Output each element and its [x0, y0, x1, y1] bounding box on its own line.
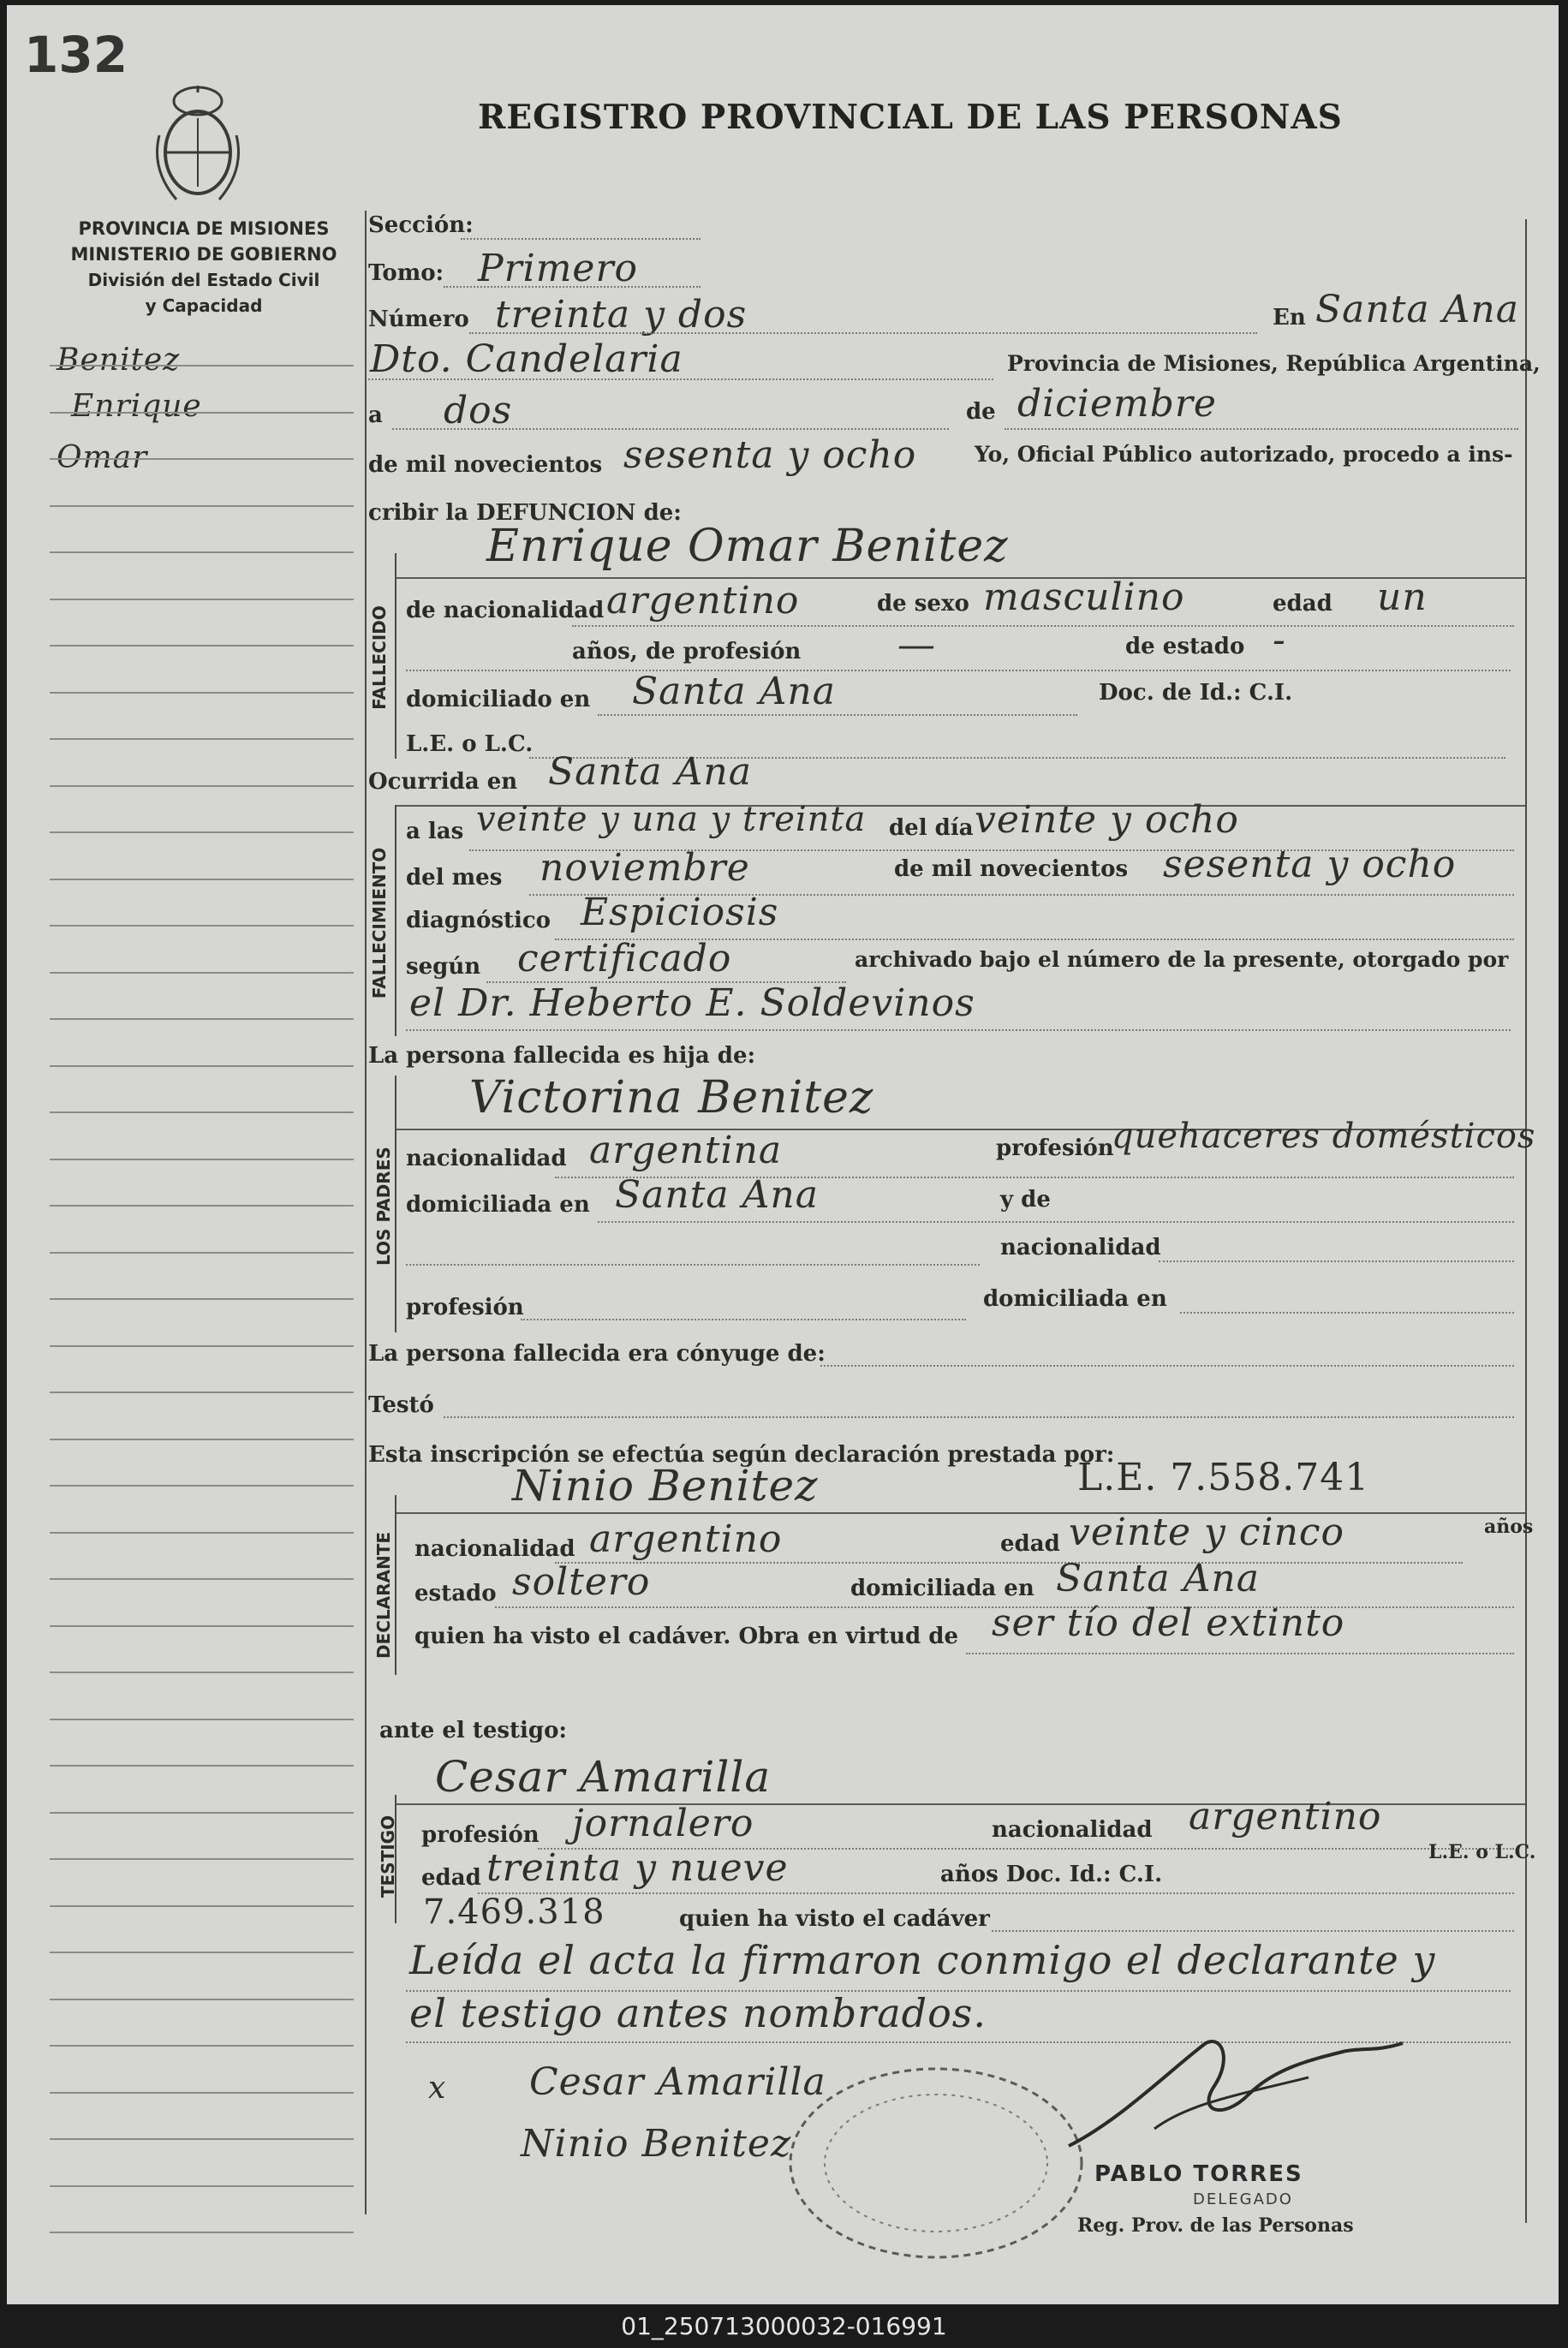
ocurrida-label: Ocurrida en [368, 769, 518, 795]
testigo-nacionalidad-label: nacionalidad [992, 1817, 1153, 1843]
padres-section-label: LOS PADRES [373, 1147, 394, 1266]
fallecimiento-divider [395, 805, 396, 1036]
anio-value: sesenta y ocho [623, 433, 917, 477]
ante-testigo-label: ante el testigo: [379, 1718, 568, 1743]
fallecido-edad-label: edad [1273, 591, 1333, 617]
margin-rule [50, 2185, 354, 2187]
declarante-cadaver-text: quien ha visto el cadáver. Obra en virtud de [414, 1624, 958, 1649]
margin-rule [50, 1719, 354, 1720]
margin-rule [50, 1905, 354, 1907]
numero-line [469, 332, 1257, 334]
margin-rule [50, 1952, 354, 1953]
margin-rule [50, 1298, 354, 1300]
padres-nacionalidad2-label: nacionalidad [1000, 1235, 1161, 1260]
fallecido-nacionalidad-label: de nacionalidad [406, 598, 605, 623]
padres-nacionalidad-value: argentina [589, 1129, 783, 1172]
testigo-edad-label: edad [421, 1865, 481, 1891]
fallecido-doc-label: Doc. de Id.: C.I. [1099, 680, 1293, 706]
closing-line-1: Leída el acta la firmaron conmigo el declarante y [409, 1937, 1436, 1983]
seccion-label: Sección: [368, 212, 474, 238]
tomo-value: Primero [478, 247, 638, 290]
margin-rule [50, 692, 354, 694]
oficial-text: Yo, Oficial Público autorizado, procedo a ins- [975, 442, 1513, 467]
declarante-section-label: DECLARANTE [373, 1531, 394, 1660]
declarante-nacionalidad-label: nacionalidad [414, 1536, 575, 1562]
margin-rule [50, 645, 354, 647]
hija-text: La persona fallecida es hija de: [368, 1043, 756, 1069]
padres-divider [395, 1076, 396, 1332]
declarante-nombre-value: Ninio Benitez [512, 1461, 819, 1511]
fallecido-section-label: FALLECIDO [369, 605, 390, 710]
medico-line [406, 1029, 1511, 1031]
declarante-anios-label: años [1484, 1516, 1534, 1538]
margin-rule [50, 1018, 354, 1020]
fallecido-row3-line [598, 714, 1077, 716]
padres-domiciliada-label: domiciliada en [406, 1192, 590, 1218]
fallecido-sexo-label: de sexo [877, 591, 969, 617]
padres-domicilio-value: Santa Ana [615, 1173, 819, 1217]
testigo-le-lc-label: L.E. o L.C. [1428, 1841, 1536, 1863]
declaracion-text: Esta inscripción se efectúa según declaración prestada por: [368, 1442, 1115, 1468]
mes-line [1005, 428, 1518, 430]
fallecido-divider [395, 553, 396, 759]
testigo-doc-value: 7.469.318 [423, 1892, 605, 1932]
margin-rule [50, 412, 354, 414]
padres-profesion-value: quehaceres domésticos [1112, 1117, 1536, 1156]
en-value: Santa Ana [1315, 288, 1519, 331]
anio-label: de mil novecientos [368, 452, 603, 478]
margin-rule [50, 1111, 354, 1113]
testigo-profesion-value: jornalero [572, 1802, 754, 1845]
margin-rule [50, 2045, 354, 2047]
conyuge-label: La persona fallecida era cónyuge de: [368, 1341, 826, 1367]
nombre-line [396, 577, 1525, 579]
declarante-edad-value: veinte y cinco [1069, 1511, 1345, 1554]
fallecido-le-lc-label: L.E. o L.C. [406, 731, 534, 757]
margin-rule [50, 1205, 354, 1207]
segun-label: según [406, 954, 481, 980]
testo-label: Testó [368, 1392, 434, 1418]
fallecido-estado-value: - [1273, 618, 1286, 662]
a-label: a [368, 402, 383, 428]
margin-rule [50, 1345, 354, 1347]
declarante-virtud-value: ser tío del extinto [992, 1601, 1345, 1645]
issuer-division: División del Estado Civil [87, 270, 320, 290]
testigo-cadaver-text: quien ha visto el cadáver [679, 1906, 990, 1932]
padres-nacionalidad-label: nacionalidad [406, 1146, 567, 1171]
margin-rule [50, 738, 354, 740]
official-stamp-icon [782, 2060, 1090, 2266]
padres-row2-line [598, 1221, 1514, 1223]
margin-rule [50, 1858, 354, 1860]
margin-rule [50, 599, 354, 600]
margin-rule [50, 785, 354, 787]
document-page [7, 5, 1559, 2304]
conyuge-line [820, 1365, 1514, 1367]
main-right-border [1525, 219, 1527, 2223]
departamento-line [368, 378, 993, 380]
declarante-divider [395, 1495, 396, 1675]
testigo-doc-label: años Doc. Id.: C.I. [940, 1862, 1163, 1887]
coat-of-arms-icon [151, 84, 245, 212]
diagnostico-label: diagnóstico [406, 908, 551, 933]
fallecido-row2-line [406, 670, 1511, 671]
margin-rule [50, 2232, 354, 2233]
official-name: PABLO TORRES [1094, 2161, 1303, 2187]
document-title: REGISTRO PROVINCIAL DE LAS PERSONAS [478, 98, 1343, 137]
margin-rule [50, 1578, 354, 1580]
fallecimiento-section-label: FALLECIMIENTO [369, 847, 390, 999]
official-role: DELEGADO [1193, 2190, 1293, 2208]
official-signature-icon [1052, 2017, 1428, 2172]
margin-rule [50, 458, 354, 460]
fallecido-anios-profesion-label: años, de profesión [572, 639, 802, 664]
margin-rule [50, 365, 354, 367]
declarante-edad-label: edad [1000, 1531, 1060, 1557]
padres-domiciliada2-line [1180, 1312, 1514, 1314]
numero-label: Número [368, 307, 469, 332]
fallecido-estado-label: de estado [1125, 634, 1245, 659]
dia-line [392, 428, 949, 430]
diagnostico-value: Espiciosis [581, 891, 779, 934]
margin-note-surname: Benitez [57, 343, 181, 378]
declarante-doc-value: L.E. 7.558.741 [1077, 1456, 1370, 1499]
archivado-text: archivado bajo el número de la presente, otorgado por [855, 947, 1509, 972]
margin-rule [50, 1672, 354, 1673]
testigo-nombre-value: Cesar Amarilla [435, 1752, 772, 1802]
margin-rule [50, 2138, 354, 2140]
madre-value: Victorina Benitez [469, 1072, 874, 1123]
testo-line [444, 1416, 1514, 1418]
anio-fallecimiento-label: de mil novecientos [894, 856, 1129, 882]
padres-y-de-label: y de [1000, 1187, 1051, 1213]
page-number: 132 [24, 26, 128, 84]
tomo-line [444, 286, 701, 288]
margin-rule [50, 1159, 354, 1160]
closing-line-2: el testigo antes nombrados. [409, 1990, 987, 2036]
issuer-capacity: y Capacidad [145, 295, 263, 316]
margin-rule [50, 879, 354, 880]
testigo-profesion-label: profesión [421, 1822, 540, 1848]
fallecido-profesion-value: — [897, 623, 936, 667]
fallecido-domicilio-value: Santa Ana [632, 670, 836, 713]
margin-rule [50, 1625, 354, 1627]
margin-rule [50, 505, 354, 507]
fallecido-nacionalidad-value: argentino [606, 579, 800, 623]
dia-fallecimiento-value: veinte y ocho [975, 798, 1239, 842]
a-las-label: a las [406, 819, 464, 844]
margin-rule [50, 1392, 354, 1393]
margin-rule [50, 1999, 354, 2000]
ocurrida-value: Santa Ana [548, 750, 752, 794]
seccion-line [461, 238, 701, 240]
declarante-domiciliada-label: domiciliada en [850, 1576, 1034, 1601]
margin-rule [50, 972, 354, 974]
medico-value: el Dr. Heberto E. Soldevinos [409, 981, 975, 1025]
departamento-value: Dto. Candelaria [370, 337, 683, 381]
padres-row3-line [406, 1264, 980, 1266]
fallecido-domiciliado-label: domiciliado en [406, 687, 591, 712]
mes-value: diciembre [1017, 382, 1217, 426]
provincia-text: Provincia de Misiones, República Argentina, [1007, 351, 1541, 376]
padres-nacionalidad2-line [1159, 1260, 1514, 1262]
declarante-nacionalidad-value: argentino [589, 1517, 783, 1561]
padres-profesion2-line [521, 1319, 966, 1320]
fallecido-row1-line [572, 625, 1514, 627]
declarante-estado-label: estado [414, 1581, 497, 1606]
margin-rule [50, 1812, 354, 1814]
margin-rule [50, 1765, 354, 1767]
fallecido-sexo-value: masculino [983, 575, 1185, 619]
numero-value: treinta y dos [495, 293, 748, 337]
fallecido-edad-value: un [1377, 575, 1428, 619]
dia-value: dos [444, 389, 513, 432]
margin-rule [50, 2092, 354, 2094]
declarante-row3-line [966, 1653, 1514, 1654]
mes-fallecimiento-value: noviembre [540, 846, 750, 890]
signature-mark: x [428, 2071, 447, 2106]
de-label: de [966, 399, 996, 425]
margin-rule [50, 1252, 354, 1254]
testigo-section-label: TESTIGO [378, 1815, 398, 1898]
margin-rule [50, 1439, 354, 1440]
margin-note-middlename: Omar [57, 440, 148, 475]
declarante-estado-value: soltero [512, 1560, 651, 1604]
testigo-nacionalidad-value: argentino [1189, 1795, 1382, 1838]
issuer-province: PROVINCIA DE MISIONES [78, 218, 330, 239]
padres-profesion2-label: profesión [406, 1295, 524, 1320]
margin-rule [50, 1065, 354, 1067]
margin-note-firstname: Enrique [71, 389, 202, 424]
hora-value: veinte y una y treinta [476, 800, 867, 839]
testigo-row3-line [992, 1930, 1514, 1932]
margin-rule [50, 551, 354, 553]
testigo-edad-value: treinta y nueve [486, 1846, 789, 1890]
margin-rule [50, 925, 354, 927]
margin-rule [50, 1532, 354, 1534]
padres-profesion-label: profesión [996, 1135, 1114, 1161]
main-left-border [365, 211, 367, 2214]
margin-rule [50, 1485, 354, 1487]
del-mes-label: del mes [406, 865, 503, 891]
padres-domiciliada2-label: domiciliada en [983, 1286, 1167, 1312]
testigo-row2-line [478, 1892, 1514, 1894]
en-label: En [1273, 305, 1306, 331]
declarante-domicilio-value: Santa Ana [1056, 1557, 1260, 1600]
del-dia-label: del día [889, 815, 974, 841]
declarante-nombre-line [396, 1512, 1525, 1514]
declarante-row1-line [555, 1562, 1463, 1564]
signature-declarante: Ninio Benitez [521, 2122, 792, 2166]
issuer-ministry: MINISTERIO DE GOBIERNO [70, 244, 337, 265]
margin-rule [50, 831, 354, 833]
anio-fallecimiento-value: sesenta y ocho [1163, 843, 1457, 886]
signature-testigo: Cesar Amarilla [529, 2060, 826, 2104]
official-office: Reg. Prov. de las Personas [1077, 2214, 1354, 2237]
inscribir-text: cribir la DEFUNCION de: [368, 500, 682, 526]
tomo-label: Tomo: [368, 260, 444, 286]
nombre-fallecido: Enrique Omar Benitez [486, 521, 1009, 572]
footer-caption: 01_250713000032-016991 [621, 2312, 947, 2340]
issuer-block [54, 216, 354, 319]
segun-value: certificado [517, 937, 732, 980]
